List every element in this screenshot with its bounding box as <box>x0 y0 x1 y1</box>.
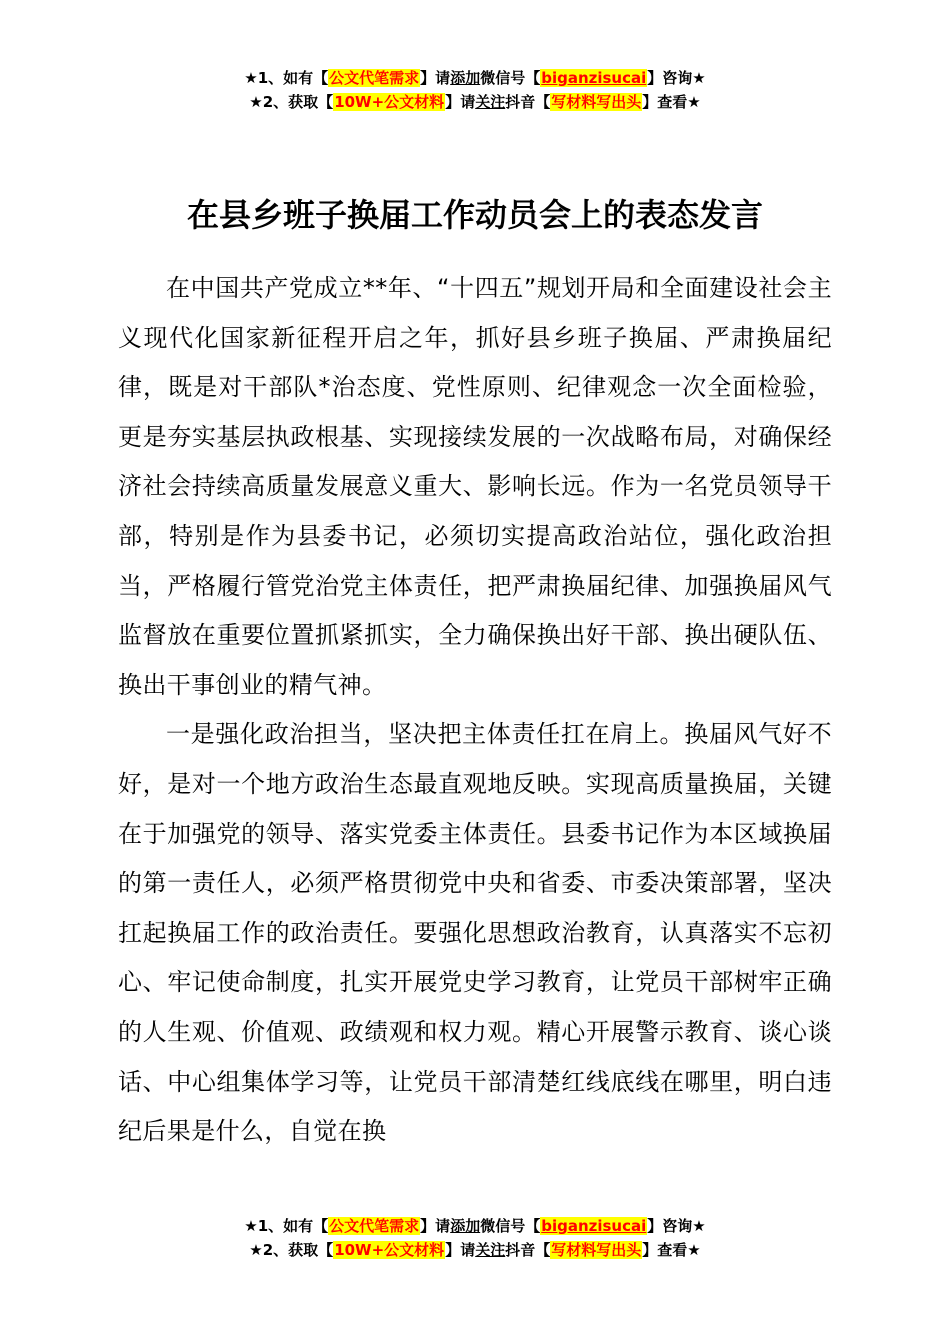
banner-text: 微信号【 <box>480 1217 541 1235</box>
banner-underlined-text: 关注 <box>475 93 506 111</box>
banner-text: 】咨询★ <box>647 69 706 87</box>
banner-wechat-id[interactable]: biganzisucai <box>541 1217 647 1235</box>
banner-text: 】查看★ <box>642 93 701 111</box>
banner-line-1 <box>0 1214 950 1238</box>
banner-text: 微信号【 <box>480 69 541 87</box>
banner-line-2 <box>0 1238 950 1262</box>
banner-douyin-account[interactable]: 写材料写出头 <box>551 1241 642 1259</box>
top-banner <box>0 66 950 114</box>
banner-text: 】请 <box>420 69 451 87</box>
banner-line-2 <box>0 90 950 114</box>
banner-text: 】请 <box>420 1217 451 1235</box>
banner-text: 】请 <box>445 93 476 111</box>
banner-highlight-service: 公文代笔需求 <box>329 1217 420 1235</box>
banner-wechat-id[interactable]: biganzisucai <box>541 69 647 87</box>
banner-douyin-account[interactable]: 写材料写出头 <box>551 93 642 111</box>
banner-text: 抖音【 <box>505 1241 551 1259</box>
bottom-banner <box>0 1214 950 1262</box>
banner-text: 】咨询★ <box>647 1217 706 1235</box>
banner-text: 】查看★ <box>642 1241 701 1259</box>
document-title: 在县乡班子换届工作动员会上的表态发言 <box>186 196 763 234</box>
banner-underlined-text: 添加 <box>450 1217 481 1235</box>
banner-underlined-text: 关注 <box>475 1241 506 1259</box>
banner-text: ★1、如有【 <box>244 69 329 87</box>
banner-highlight-materials: 10W+公文材料 <box>334 93 445 111</box>
banner-highlight-service: 公文代笔需求 <box>329 69 420 87</box>
paragraph: 在中国共产党成立**年、“十四五”规划开局和全面建设社会主义现代化国家新征程开启之年，抓好县乡班子换届、严肃换届纪律，既是对干部队*治态度、党性原则、纪律观念一次全面检验，更是夯实基层执政根基、实现接续发展的一次战略布局，对确保经济社会持续高质量发展意义重大、影响长远。作为一名党员领导干部，特别是作为县委书记，必须切实提高政治站位，强化政治担当，严格履行管党治党主体责任，把严肃换届纪律、加强换届风气监督放在重要位置抓紧抓实，全力确保换出好干部、换出硬队伍、换出干事创业的精气神。 <box>118 274 832 699</box>
banner-underlined-text: 添加 <box>450 69 481 87</box>
banner-highlight-materials: 10W+公文材料 <box>334 1241 445 1259</box>
document-body <box>118 264 832 1157</box>
banner-text: 抖音【 <box>505 93 551 111</box>
banner-text: ★2、获取【 <box>249 1241 334 1259</box>
banner-text: 】请 <box>445 1241 476 1259</box>
banner-text: ★1、如有【 <box>244 1217 329 1235</box>
banner-line-1 <box>0 66 950 90</box>
banner-text: ★2、获取【 <box>249 93 334 111</box>
paragraph: 一是强化政治担当，坚决把主体责任扛在肩上。换届风气好不好，是对一个地方政治生态最直观地反映。实现高质量换届，关键在于加强党的领导、落实党委主体责任。县委书记作为本区域换届的第一责任人，必须严格贯彻党中央和省委、市委决策部署，坚决扛起换届工作的政治责任。要强化思想政治教育，认真落实不忘初心、牢记使命制度，扎实开展党史学习教育，让党员干部树牢正确的人生观、价值观、政绩观和权力观。精心开展警示教育、谈心谈话、中心组集体学习等，让党员干部清楚红线底线在哪里，明白违纪后果是什么，自觉在换 <box>118 720 832 1146</box>
